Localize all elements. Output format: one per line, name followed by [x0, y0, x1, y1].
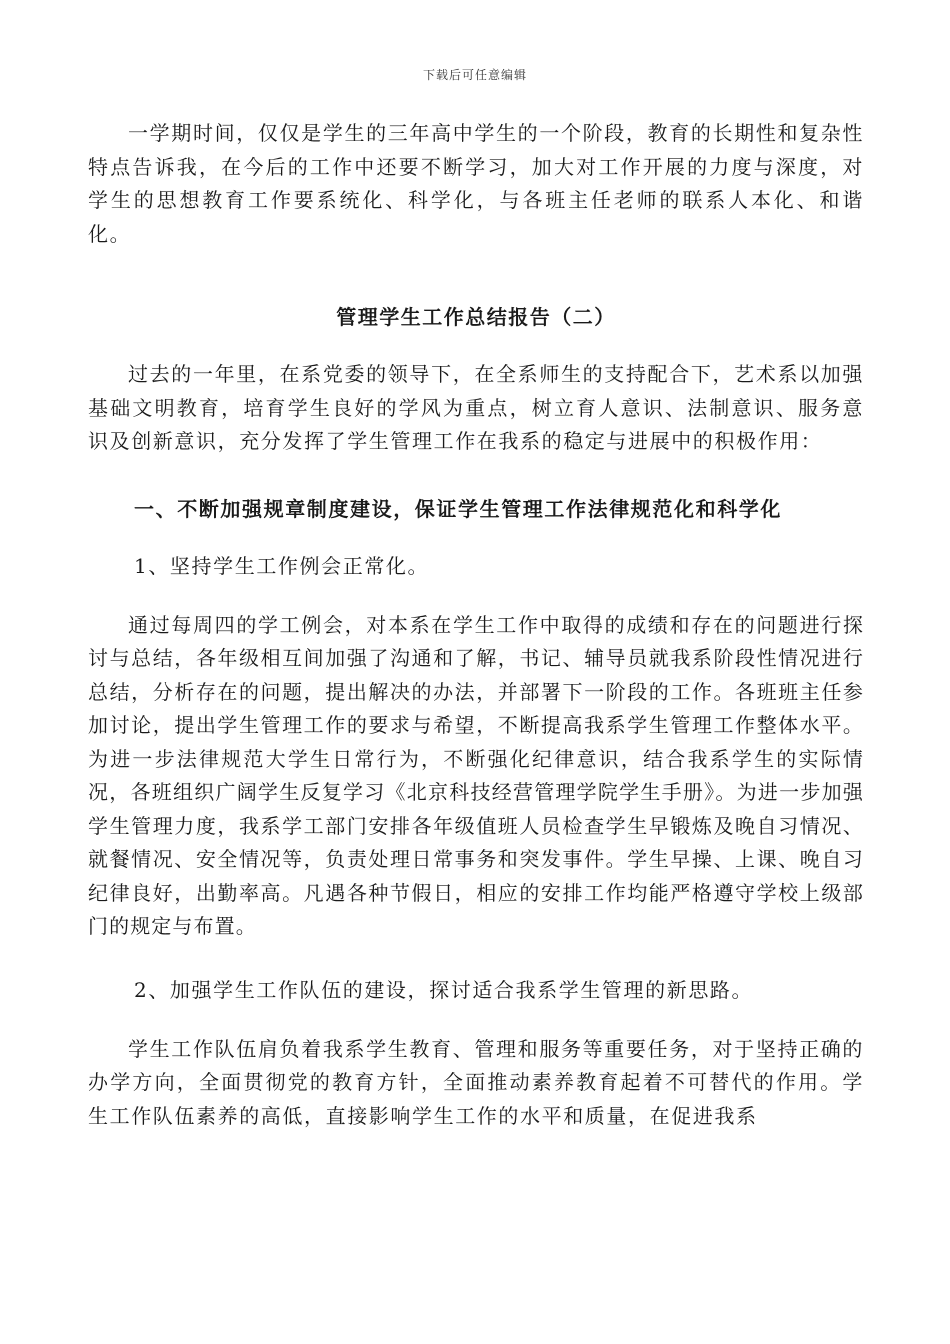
item-1-paragraph: 通过每周四的学工例会，对本系在学生工作中取得的成绩和存在的问题进行探讨与总结，各年级相互间加强了沟通和了解，书记、辅导员就我系阶段性情况进行总结，分析存在的问题，提出解决的办法，并部署下一阶段的工作。各班班主任参加讨论，提出学生管理工作的要求与希望，不断提高我系学生管理工作整体水平。为进一步法律规范大学生日常行为，不断强化纪律意识，结合我系学生的实际情况，各班组织广阔学生反复学习《北京科技经营管理学院学生手册》。为进一步加强学生管理力度，我系学工部门安排各年级值班人员检查学生早锻炼及晚自习情况、就餐情况、安全情况等，负责处理日常事务和突发事件。学生早操、上课、晚自习纪律良好，出勤率高。凡遇各种节假日，相应的安排工作均能严格遵守学校上级部门的规定与布置。: [88, 612, 864, 938]
section-title: 管理学生工作总结报告（二）: [336, 305, 616, 329]
intro-paragraph: 一学期时间，仅仅是学生的三年高中学生的一个阶段，教育的长期性和复杂性特点告诉我，在今后的工作中还要不断学习，加大对工作开展的力度与深度，对学生的思想教育工作要系统化、科学化，与各班主任老师的联系人本化、和谐化。: [88, 121, 864, 246]
item-1: 1、坚持学生工作例会正常化。: [134, 553, 430, 578]
opening-paragraph: 过去的一年里，在系党委的领导下，在全系师生的支持配合下，艺术系以加强基础文明教育，培育学生良好的学风为重点，树立育人意识、法制意识、服务意识及创新意识，充分发挥了学生管理工作在我系的稳定与进展中的积极作用：: [88, 362, 864, 453]
item-2-paragraph: 学生工作队伍肩负着我系学生教育、管理和服务等重要任务，对于坚持正确的办学方向，全面贯彻党的教育方针，全面推动素养教育起着不可替代的作用。学生工作队伍素养的高低，直接影响学生工作的水平和质量，在促进我系: [88, 1036, 864, 1128]
heading-1: 一、不断加强规章制度建设，保证学生管理工作法律规范化和科学化: [134, 496, 782, 521]
item-2: 2、加强学生工作队伍的建设，探讨适合我系学生管理的新思路。: [134, 977, 754, 1002]
document-body: [88, 117, 864, 1133]
header-note: 下载后可任意编辑: [422, 68, 527, 82]
